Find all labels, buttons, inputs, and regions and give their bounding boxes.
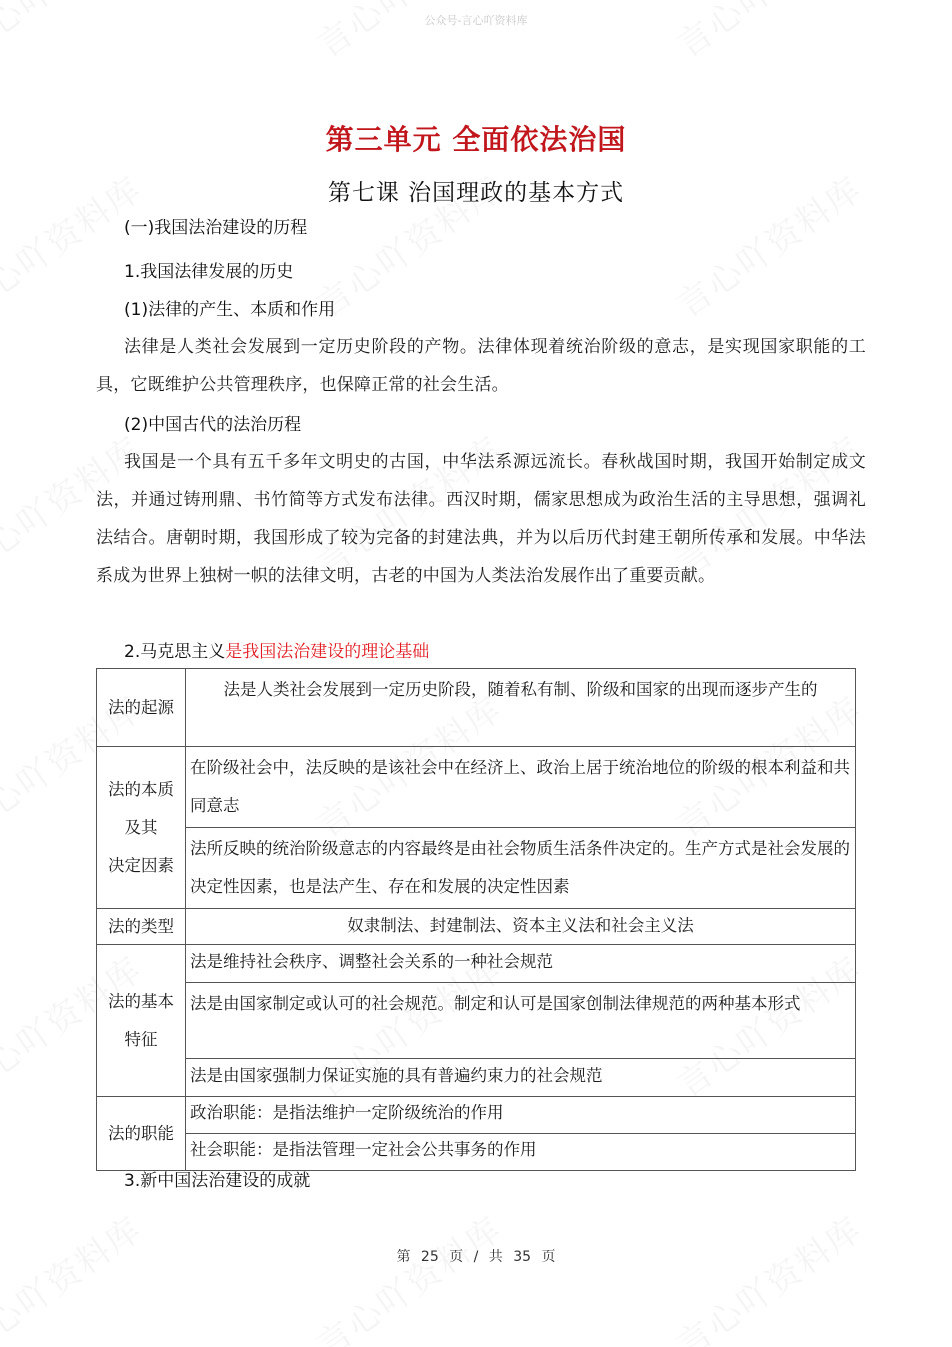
row-label (97, 945, 186, 1097)
row-label (97, 747, 186, 909)
subsection-heading-1-1: 1.我国法律发展的历史 (124, 262, 294, 282)
law-summary-table (96, 668, 856, 1171)
heading-prefix: 2.马克思主义 (124, 642, 226, 662)
paragraph-ancient-china: 我国是一个具有五千多年文明史的古国，中华法系源远流长。春秋战国时期，我国开始制定成文法，并通过铸刑鼎、书竹简等方式发布法律。西汉时期，儒家思想成为政治生活的主导思想，强调礼法结合。唐朝时期，我国形成了较为完备的封建法典，并为以后历代封建王朝所传承和发展。中华法系成为世界上独树一帜的法律文明，古老的中国为人类法治发展作出了重要贡献。 (96, 452, 866, 586)
unit-title: 第三单元 全面依法治国 (325, 123, 627, 156)
table-cell: 法是由国家强制力保证实施的具有普遍约束力的社会规范 (186, 1059, 856, 1097)
table-row-features-3 (97, 1059, 856, 1097)
row-label: 法的起源 (97, 669, 186, 747)
table-row-features-2 (97, 983, 856, 1059)
table-row-functions (97, 1097, 856, 1134)
table-cell: 法是维持社会秩序、调整社会关系的一种社会规范 (186, 945, 856, 983)
table-cell: 法是由国家制定或认可的社会规范。制定和认可是国家创制法律规范的两种基本形式 (186, 983, 856, 1059)
table-row-essence (97, 747, 856, 828)
table-row-essence-2 (97, 828, 856, 909)
table-row-features (97, 945, 856, 983)
table-cell: 社会职能：是指法管理一定社会公共事务的作用 (186, 1134, 856, 1171)
section-heading-1: (一)我国法治建设的历程 (124, 218, 308, 238)
subsection-heading-1-2 (124, 641, 429, 663)
row-label: 法的类型 (97, 909, 186, 945)
table-cell: 法所反映的统治阶级意志的内容最终是由社会物质生活条件决定的。生产方式是社会发展的决定性因素，也是法产生、存在和发展的决定性因素 (186, 828, 856, 909)
subsection-heading-1-1-2: (2)中国古代的法治历程 (124, 415, 302, 435)
table-cell: 法是人类社会发展到一定历史阶段，随着私有制、阶级和国家的出现而逐步产生的 (186, 669, 856, 747)
table-row-types (97, 909, 856, 945)
table-cell: 政治职能：是指法维护一定阶级统治的作用 (186, 1097, 856, 1134)
row-label: 法的职能 (97, 1097, 186, 1171)
heading-highlight: 是我国法治建设的理论基础 (225, 642, 430, 662)
paragraph-law-origin: 法律是人类社会发展到一定历史阶段的产物。法律体现着统治阶级的意志，是实现国家职能的工具，它既维护公共管理秩序，也保障正常的社会生活。 (96, 337, 866, 395)
page-number: 第 25 页 / 共 35 页 (396, 1249, 556, 1265)
lesson-title: 第七课 治国理政的基本方式 (327, 180, 625, 206)
row-label-line: 特征 (124, 1029, 158, 1049)
header-watermark: 公众号-言心吖资料库 (424, 14, 528, 27)
subsection-heading-1-3: 3.新中国法治建设的成就 (124, 1171, 311, 1191)
row-label-line: 法的本质 (108, 779, 174, 799)
row-label-line: 及其 (124, 817, 158, 837)
subsection-heading-1-1-1: (1)法律的产生、本质和作用 (124, 300, 336, 320)
table-cell: 奴隶制法、封建制法、资本主义法和社会主义法 (186, 909, 856, 945)
row-label-line: 法的基本 (108, 991, 174, 1011)
table-row-functions-2 (97, 1134, 856, 1171)
row-label-line: 决定因素 (108, 855, 174, 875)
table-cell: 在阶级社会中，法反映的是该社会中在经济上、政治上居于统治地位的阶级的根本利益和共同意志 (186, 747, 856, 828)
table-row-origin (97, 669, 856, 747)
